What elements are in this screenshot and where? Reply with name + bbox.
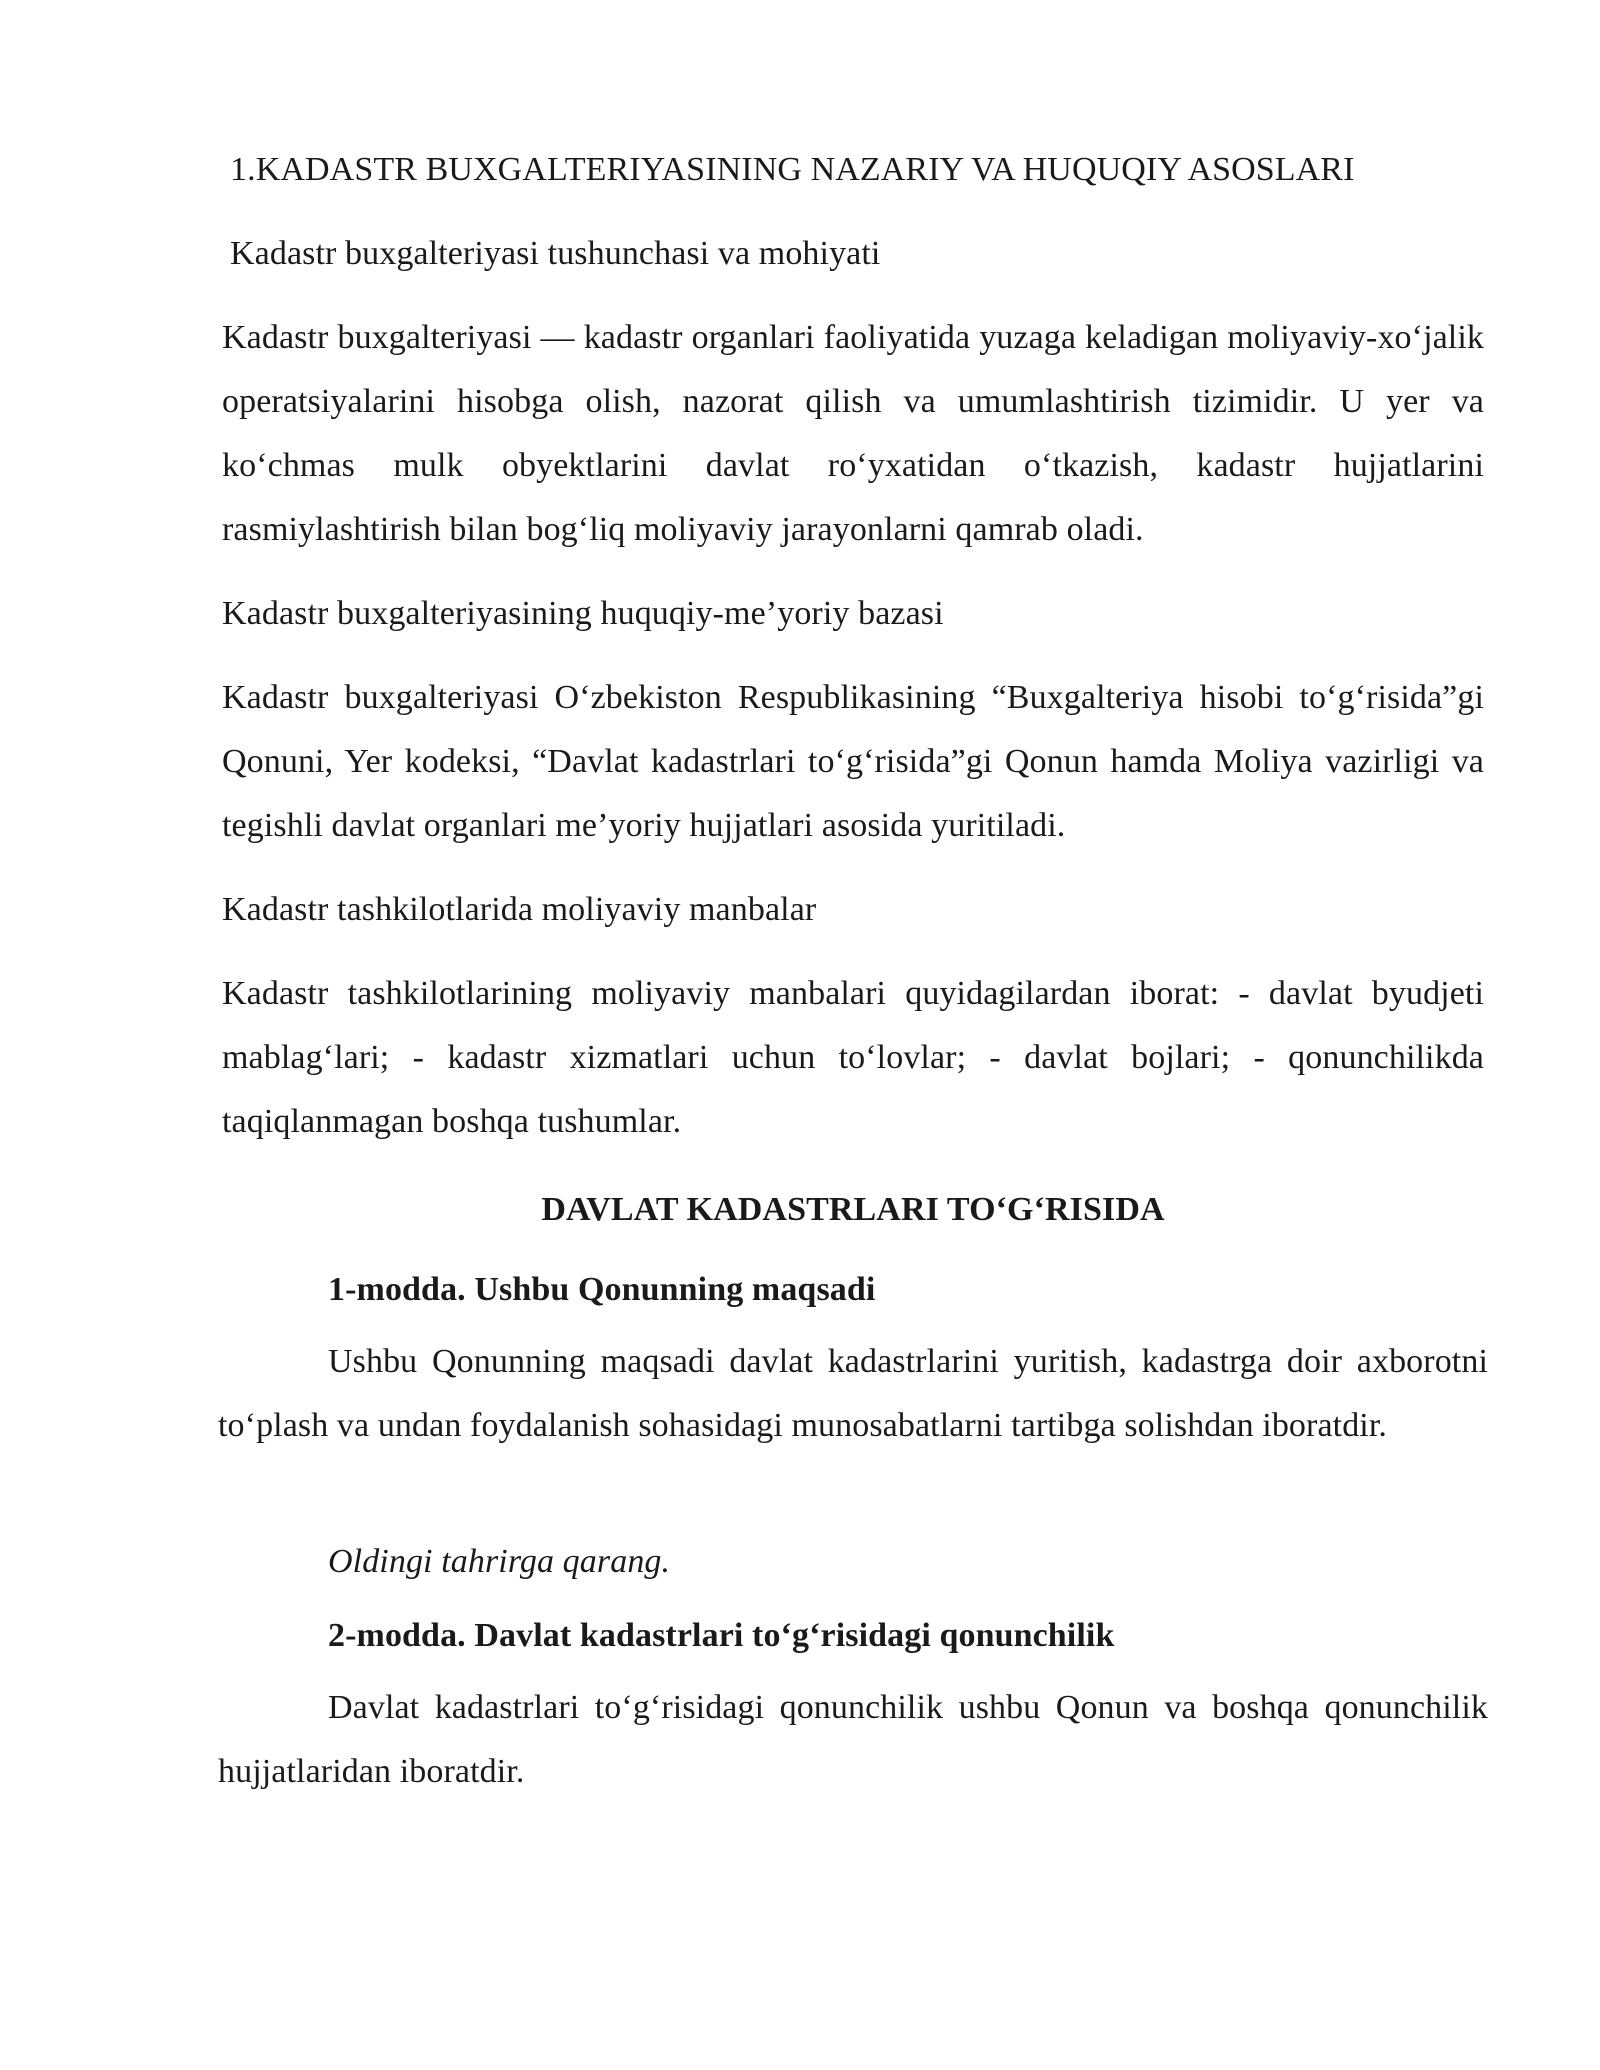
subsection-heading: Kadastr tashkilotlarida moliyaviy manbalar	[222, 891, 817, 928]
section-title: 1.KADASTR BUXGALTERIYASINING NAZARIY VA HUQUQIY ASOSLARI	[230, 151, 1355, 188]
paragraph: Kadastr tashkilotlarining moliyaviy manbalari quyidagilardan iborat: - davlat byudjeti mablag‘lari; - kadastr xizmatlari uchun to‘lovlar; - davlat bojlari; - qonunchilikda taqiqlanmagan boshqa tushumlar.	[222, 975, 1484, 1140]
law-title: DAVLAT KADASTRLARI TO‘G‘RISIDA	[541, 1191, 1165, 1228]
paragraph: Kadastr buxgalteriyasi O‘zbekiston Respublikasining “Buxgalteriya hisobi to‘g‘risida”gi Qonuni, Yer kodeksi, “Davlat kadastrlari to‘g‘risida”gi Qonun hamda Moliya vazirligi va tegishli davlat organlari me’yoriy hujjatlari asosida yuritiladi.	[222, 679, 1484, 844]
article-heading: 2-modda. Davlat kadastrlari to‘g‘risidagi qonunchilik	[328, 1617, 1115, 1654]
subsection-heading: Kadastr buxgalteriyasi tushunchasi va mohiyati	[230, 235, 881, 272]
paragraph: Kadastr buxgalteriyasi — kadastr organlari faoliyatida yuzaga keladigan moliyaviy-xo‘jalik operatsiyalarini hisobga olish, nazorat qilish va umumlashtirish tizimidir. U yer va ko‘chmas mulk obyektlarini davlat ro‘yxatidan o‘tkazish, kadastr hujjatlarini rasmiylashtirish bilan bog‘liq moliyaviy jarayonlarni qamrab oladi.	[222, 319, 1484, 548]
article-heading: 1-modda. Ushbu Qonunning maqsadi	[328, 1271, 876, 1308]
article-note: Oldingi tahrirga qarang.	[328, 1543, 671, 1580]
article-text: Davlat kadastrlari to‘g‘risidagi qonunchilik ushbu Qonun va boshqa qonunchilik hujjatlaridan iboratdir.	[218, 1689, 1488, 1790]
article-text: Ushbu Qonunning maqsadi davlat kadastrlarini yuritish, kadastrga doir axborotni to‘plash va undan foydalanish sohasidagi munosabatlarni tartibga solishdan iboratdir.	[218, 1343, 1488, 1444]
subsection-heading: Kadastr buxgalteriyasining huquqiy-me’yoriy bazasi	[222, 595, 944, 632]
